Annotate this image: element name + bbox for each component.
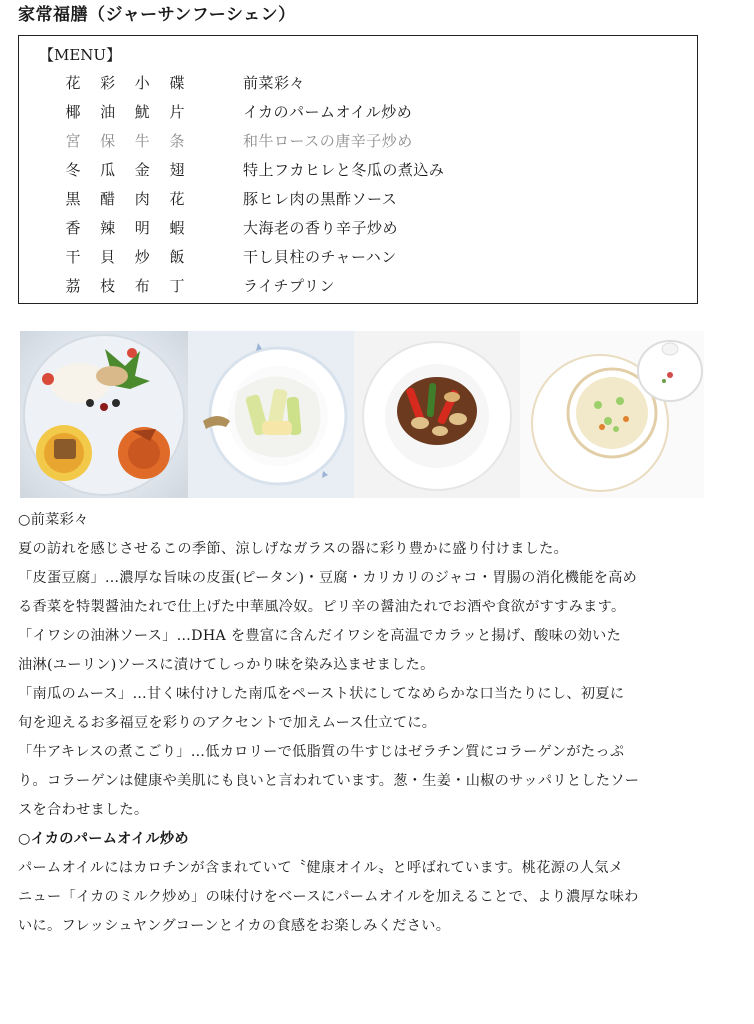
menu-item-character: 片 [169,103,185,121]
article-line: ニュー「イカのミルク炒め」の味付けをベースにパームオイルを加えることで、より濃厚な味わ [18,889,639,905]
menu-item [19,275,697,304]
menu-item-japanese-name: 大海老の香り辛子炒め [243,219,399,237]
squid-dish-photo [188,331,354,498]
menu-item-character: 牛 [134,132,150,150]
article-line: 油淋(ユーリン)ソースに漬けてしっかり味を染み込ませました。 [18,657,435,673]
menu-item-character: 明 [134,219,150,237]
menu-box [18,35,698,304]
page-title: 家常福膳（ジャーサンフーシェン） [18,5,296,25]
menu-item-character: 魷 [134,103,150,121]
menu-item-chinese-name [65,159,185,180]
menu-item-chinese-name [65,246,185,267]
menu-item-chinese-name [65,275,185,296]
menu-item [19,72,697,101]
menu-item-character: 茘 [65,277,81,295]
menu-item-character: 辣 [100,219,116,237]
menu-item-chinese-name [65,188,185,209]
menu-item-character: 条 [169,132,185,150]
menu-item-chinese-name [65,217,185,238]
menu-item-character: 瓜 [100,161,116,179]
menu-item-japanese-name: 和牛ロースの唐辛子炒め [243,132,413,150]
article-line: いに。フレッシュヤングコーンとイカの食感をお楽しみください。 [18,918,451,934]
menu-item-character: 醋 [100,190,116,208]
menu-header: 【MENU】 [39,46,122,64]
menu-item-character: 碟 [169,74,185,92]
menu-item-character: 貝 [100,248,116,266]
menu-item [19,246,697,275]
menu-item-chinese-name [65,130,185,151]
menu-item-character: 翅 [169,161,185,179]
article-line: 「皮蛋豆腐」…濃厚な旨味の皮蛋(ピータン)・豆腐・カリカリのジャコ・胃腸の消化機能を高め [18,570,638,586]
article-line: スを合わせました。 [18,802,149,818]
menu-item-character: 花 [169,190,185,208]
article-line: 「イワシの油淋ソース」…DHA を豊富に含んだイワシを高温でカラッと揚げ、酸味の効いた [18,628,622,644]
menu-item-japanese-name: 豚ヒレ肉の黒酢ソース [243,190,398,208]
article-line: り。コラーゲンは健康や美肌にも良いと言われています。葱・生姜・山椒のサッパリとしたソー [18,773,640,789]
menu-item-chinese-name [65,101,185,122]
section-heading: ○前菜彩々 [18,512,89,528]
menu-item-character: 花 [65,74,81,92]
article-body [18,506,708,941]
menu-item-character: 油 [100,103,116,121]
menu-item [19,188,697,217]
menu-list [19,72,697,304]
menu-item-character: 丁 [169,277,185,295]
menu-item [19,101,697,130]
menu-item-character: 冬 [65,161,81,179]
menu-item-character: 肉 [134,190,150,208]
menu-item-character: 保 [100,132,116,150]
menu-item-character: 干 [65,248,81,266]
soup-dish-photo [520,331,704,498]
menu-item-character: 炒 [134,248,150,266]
article-line: る香菜を特製醤油たれで仕上げた中華風冷奴。ピリ辛の醤油たれでお酒や食欲がすすみます。 [18,599,626,615]
photo-strip [20,331,704,498]
beef-dish-photo [354,331,520,498]
menu-item-character: 彩 [100,74,116,92]
menu-item-character: 金 [134,161,150,179]
article-line: 旬を迎えるお多福豆を彩りのアクセントで加えムース仕立てに。 [18,715,437,731]
menu-item-japanese-name: イカのパームオイル炒め [243,103,413,121]
menu-item-character: 黒 [65,190,81,208]
article-line: 「牛アキレスの煮こごり」…低カロリーで低脂質の牛すじはゼラチン質にコラーゲンがたっぷ [18,744,625,760]
menu-item [19,130,697,159]
menu-item-character: 香 [65,219,81,237]
menu-item-chinese-name [65,72,185,93]
menu-item-character: 枝 [100,277,116,295]
menu-item [19,217,697,246]
menu-item-japanese-name: 前菜彩々 [243,74,306,92]
menu-item-character: 飯 [169,248,185,266]
appetizer-photo [20,331,188,498]
section-heading: ○イカのパームオイル炒め [18,831,189,847]
menu-item-japanese-name: 干し貝柱のチャーハン [243,248,397,266]
article-line: 夏の訪れを感じさせるこの季節、涼しげなガラスの器に彩り豊かに盛り付けました。 [18,541,569,557]
menu-item [19,159,697,188]
menu-item-character: 椰 [65,103,81,121]
article-line: 「南瓜のムース」…甘く味付けした南瓜をペースト状にしてなめらかな口当たりにし、初夏に [18,686,625,702]
menu-item-japanese-name: ライチプリン [243,277,335,295]
menu-item-character: 小 [134,74,150,92]
menu-item-japanese-name: 特上フカヒレと冬瓜の煮込み [243,161,445,179]
menu-item-character: 布 [134,277,150,295]
article-line: パームオイルにはカロチンが含まれていて〝健康オイル〟と呼ばれています。桃花源の人気メ [18,860,624,876]
menu-item-character: 宮 [65,132,81,150]
menu-item-character: 蝦 [169,219,185,237]
